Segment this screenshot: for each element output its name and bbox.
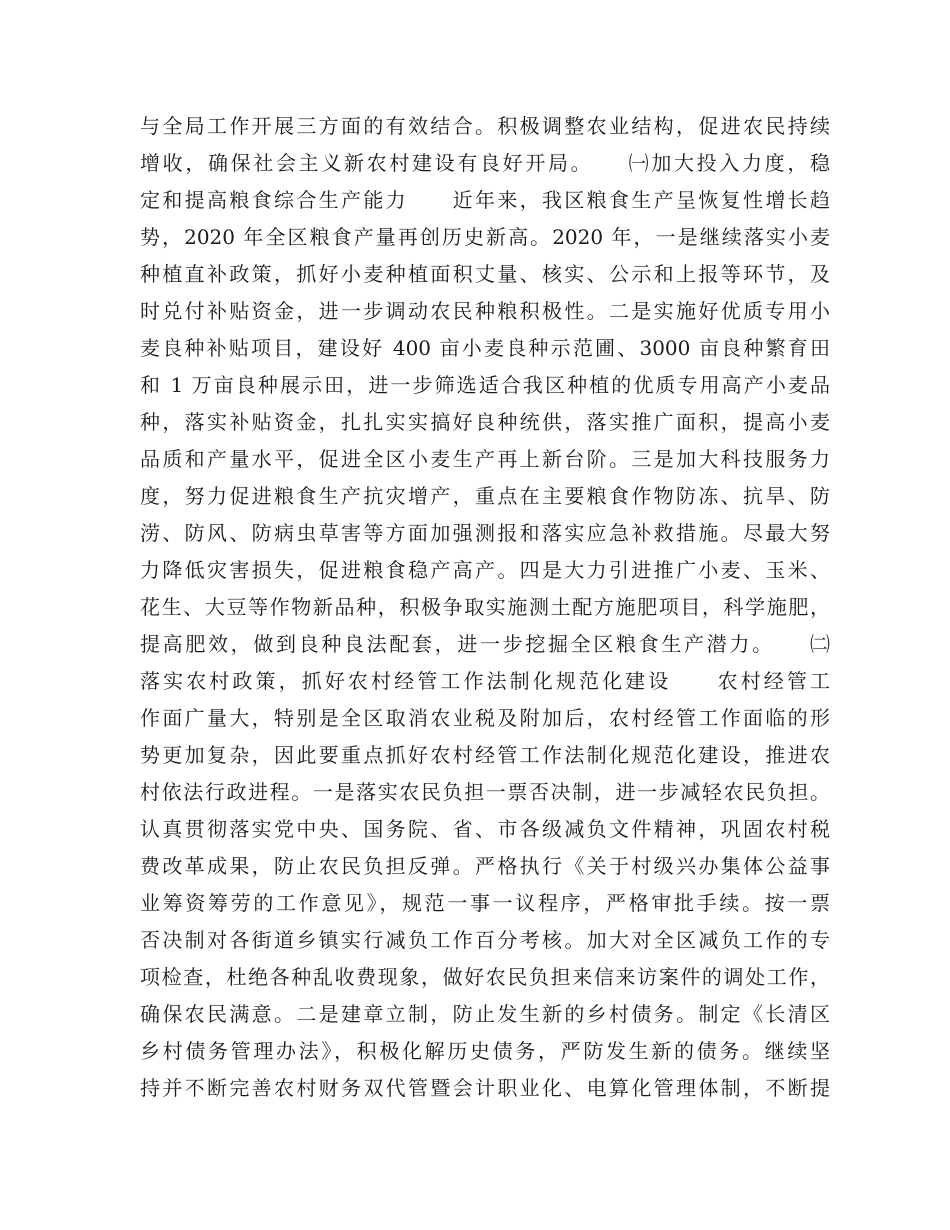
text-line: 增收，确保社会主义新农村建设有良好开局。 ㈠加大投入力度，稳 (140, 151, 830, 175)
text-line: 认真贯彻落实党中央、国务院、省、市各级减负文件精神，巩固农村税 (140, 817, 830, 841)
text-line: 确保农民满意。二是建章立制，防止发生新的乡村债务。制定《长清区 (140, 1002, 830, 1026)
text-line: 持并不断完善农村财务双代管暨会计职业化、电算化管理体制，不断提 (140, 1076, 830, 1100)
text-line: 乡村债务管理办法》，积极化解历史债务，严防发生新的债务。继续坚 (140, 1039, 830, 1063)
text-line: 落实农村政策，抓好农村经管工作法制化规范化建设 农村经管工 (140, 669, 830, 693)
text-line: 种植直补政策，抓好小麦种植面积丈量、核实、公示和上报等环节，及 (140, 262, 830, 286)
text-line: 力降低灾害损失，促进粮食稳产高产。四是大力引进推广小麦、玉米、 (140, 558, 830, 582)
text-line: 定和提高粮食综合生产能力 近年来，我区粮食生产呈恢复性增长趋 (140, 188, 830, 212)
text-line: 种，落实补贴资金，扎扎实实搞好良种统供，落实推广面积，提高小麦 (140, 410, 830, 434)
text-line: 涝、防风、防病虫草害等方面加强测报和落实应急补救措施。尽最大努 (140, 521, 830, 545)
text-line: 否决制对各街道乡镇实行减负工作百分考核。加大对全区减负工作的专 (140, 928, 830, 952)
text-line: 费改革成果，防止农民负担反弹。严格执行《关于村级兴办集体公益事 (140, 854, 830, 878)
text-line: 村依法行政进程。一是落实农民负担一票否决制，进一步减轻农民负担。 (140, 780, 830, 804)
text-line: 麦良种补贴项目，建设好 400 亩小麦良种示范圃、3000 亩良种繁育田 (140, 336, 830, 360)
text-line: 品质和产量水平，促进全区小麦生产再上新台阶。三是加大科技服务力 (140, 447, 830, 471)
text-line: 提高肥效，做到良种良法配套，进一步挖掘全区粮食生产潜力。 ㈡ (140, 632, 830, 656)
text-line: 业筹资筹劳的工作意见》，规范一事一议程序，严格审批手续。按一票 (140, 891, 830, 915)
text-line: 度，努力促进粮食生产抗灾增产，重点在主要粮食作物防冻、抗旱、防 (140, 484, 830, 508)
text-line: 势，2020 年全区粮食产量再创历史新高。2020 年，一是继续落实小麦 (140, 225, 830, 249)
text-line: 和 1 万亩良种展示田，进一步筛选适合我区种植的优质专用高产小麦品 (140, 373, 830, 397)
text-line: 花生、大豆等作物新品种，积极争取实施测土配方施肥项目，科学施肥， (140, 595, 830, 619)
text-line: 与全局工作开展三方面的有效结合。积极调整农业结构，促进农民持续 (140, 114, 830, 138)
text-line: 项检查，杜绝各种乱收费现象，做好农民负担来信来访案件的调处工作， (140, 965, 830, 989)
body-text (140, 108, 830, 1107)
text-line: 势更加复杂，因此要重点抓好农村经管工作法制化规范化建设，推进农 (140, 743, 830, 767)
text-line: 时兑付补贴资金，进一步调动农民种粮积极性。二是实施好优质专用小 (140, 299, 830, 323)
text-line: 作面广量大，特别是全区取消农业税及附加后，农村经管工作面临的形 (140, 706, 830, 730)
